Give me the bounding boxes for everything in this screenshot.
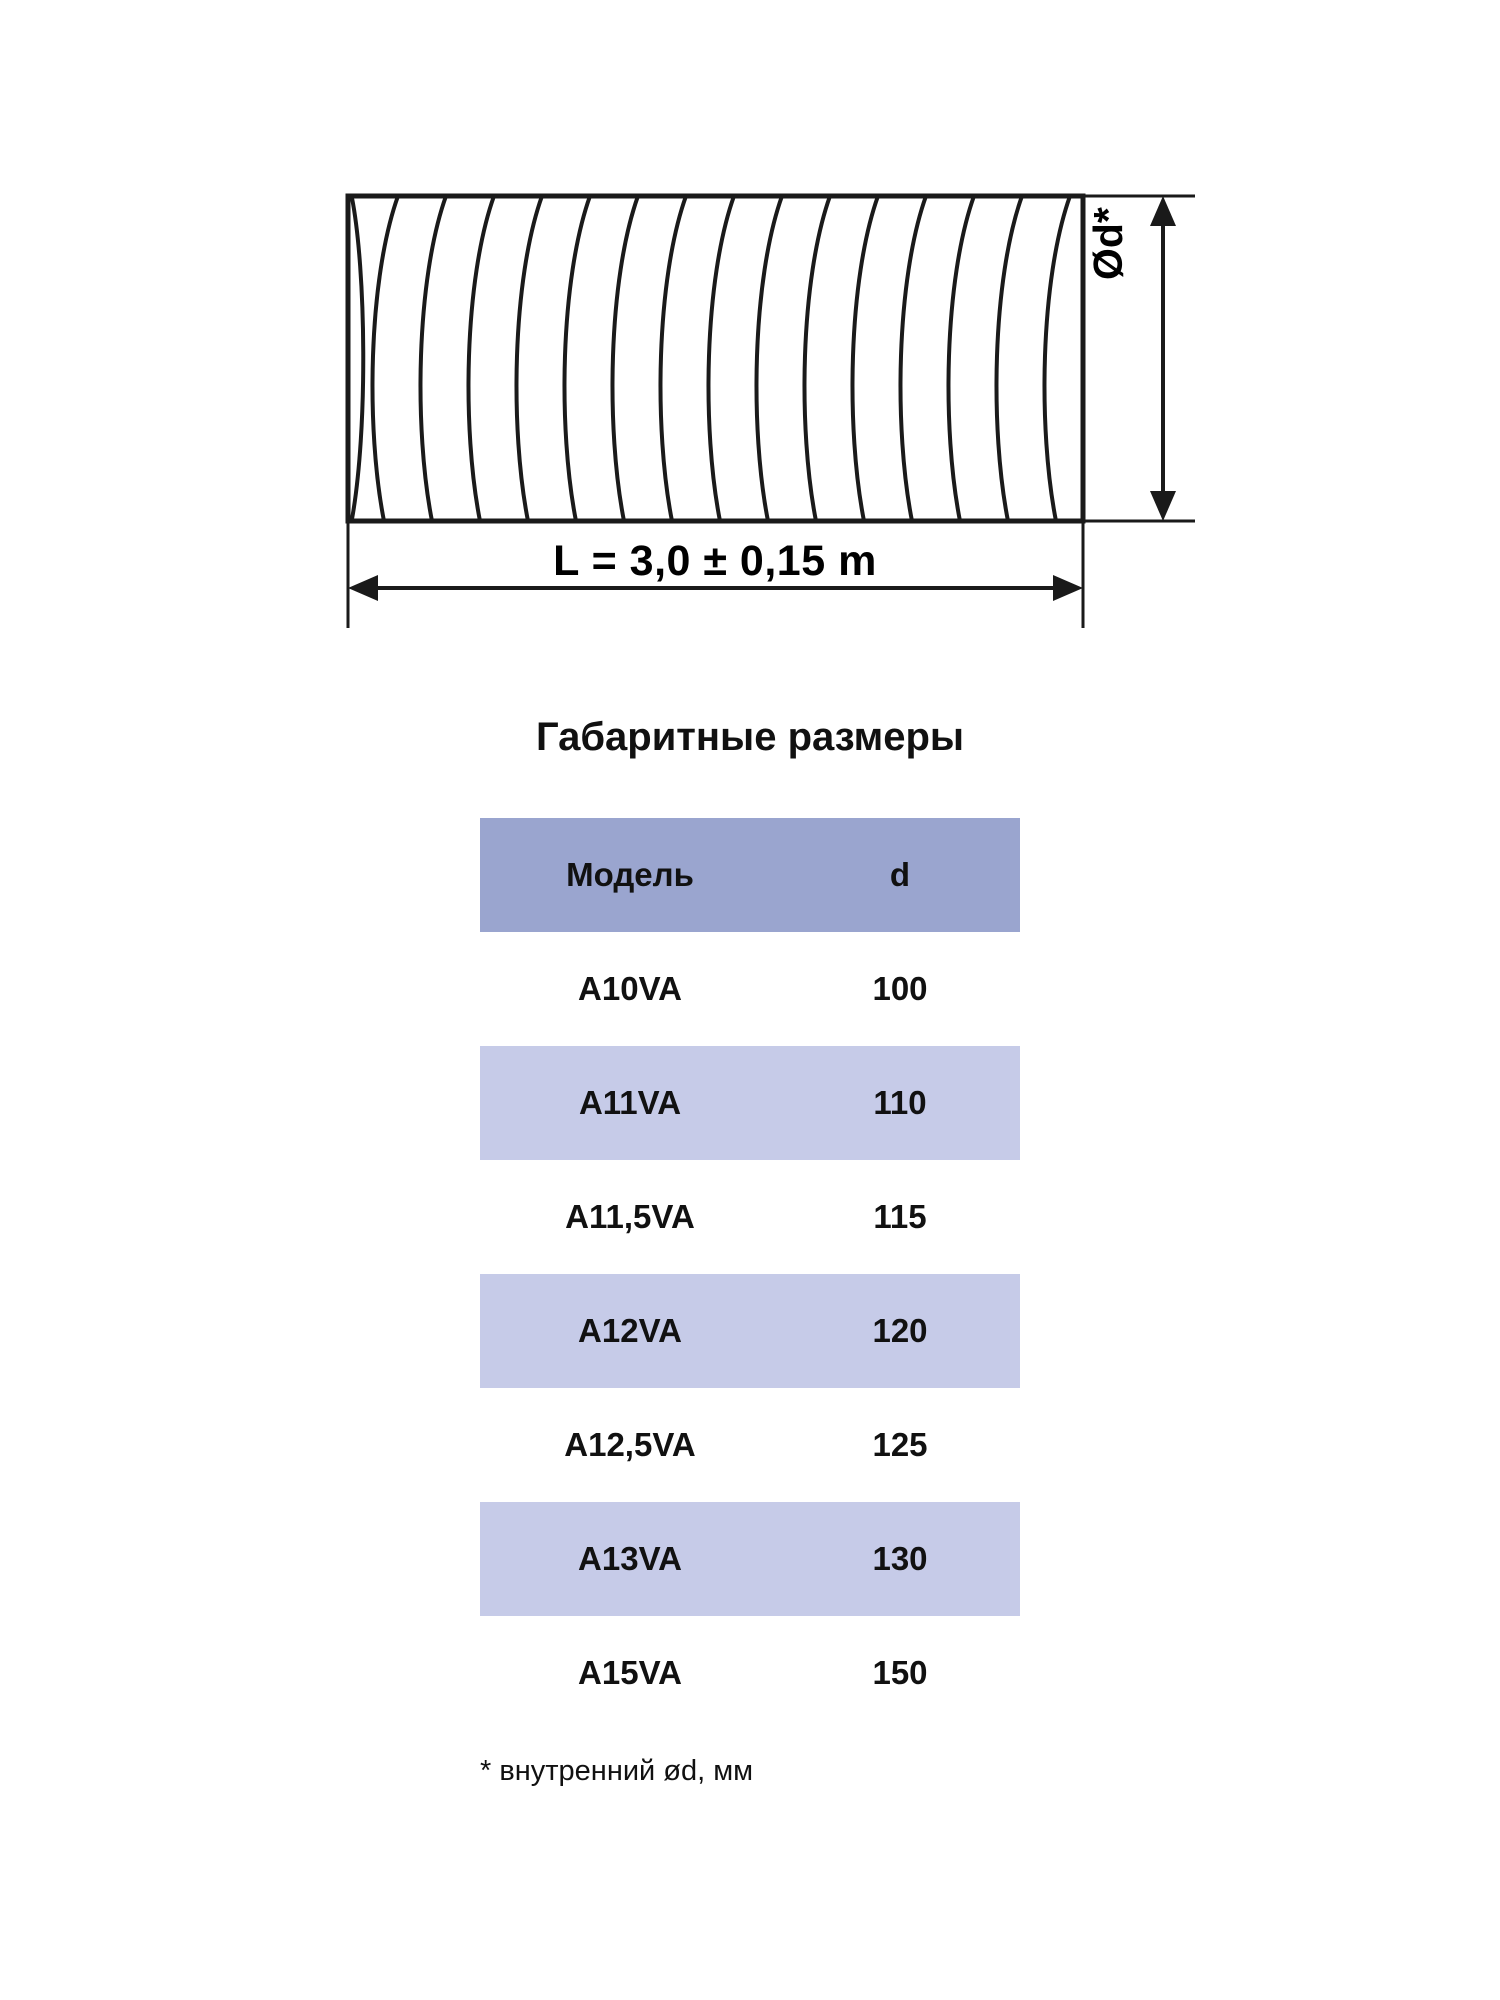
table-row	[480, 1046, 1020, 1160]
table-row	[480, 1160, 1020, 1274]
cell-model: A15VA	[578, 1654, 682, 1691]
table-header-row	[480, 818, 1020, 932]
cell-d: 100	[872, 970, 928, 1007]
cell-d: 150	[872, 1654, 928, 1691]
table-row	[480, 1274, 1020, 1388]
table-row	[480, 932, 1020, 1046]
column-header-model: Модель	[566, 856, 694, 893]
cell-model: A13VA	[578, 1540, 682, 1577]
table-footnote: * внутренний ød, мм	[480, 1755, 754, 1787]
table-row	[480, 1616, 1020, 1730]
length-dimension-label: L = 3,0 ± 0,15 m	[553, 537, 877, 585]
diameter-dimension-label: Ød*	[1085, 207, 1131, 280]
cell-model: A11VA	[578, 1084, 682, 1121]
cell-d: 115	[873, 1198, 927, 1235]
column-header-d: d	[889, 856, 911, 893]
table-title: Габаритные размеры	[535, 715, 965, 759]
cell-model: A11,5VA	[565, 1198, 695, 1235]
cell-model: A12,5VA	[564, 1426, 696, 1463]
dimensions-table	[480, 818, 1020, 1730]
duct-body-outline	[348, 196, 1083, 521]
table-row	[480, 1388, 1020, 1502]
cell-d: 120	[872, 1312, 928, 1349]
table-body	[480, 932, 1020, 1730]
cell-model: A10VA	[578, 970, 682, 1007]
cell-model: A12VA	[578, 1312, 682, 1349]
cell-d: 110	[873, 1084, 927, 1121]
cell-d: 125	[872, 1426, 928, 1463]
table-row	[480, 1502, 1020, 1616]
diameter-dimension-arrow	[1150, 196, 1176, 521]
cell-d: 130	[872, 1540, 928, 1577]
table-header	[480, 818, 1020, 932]
